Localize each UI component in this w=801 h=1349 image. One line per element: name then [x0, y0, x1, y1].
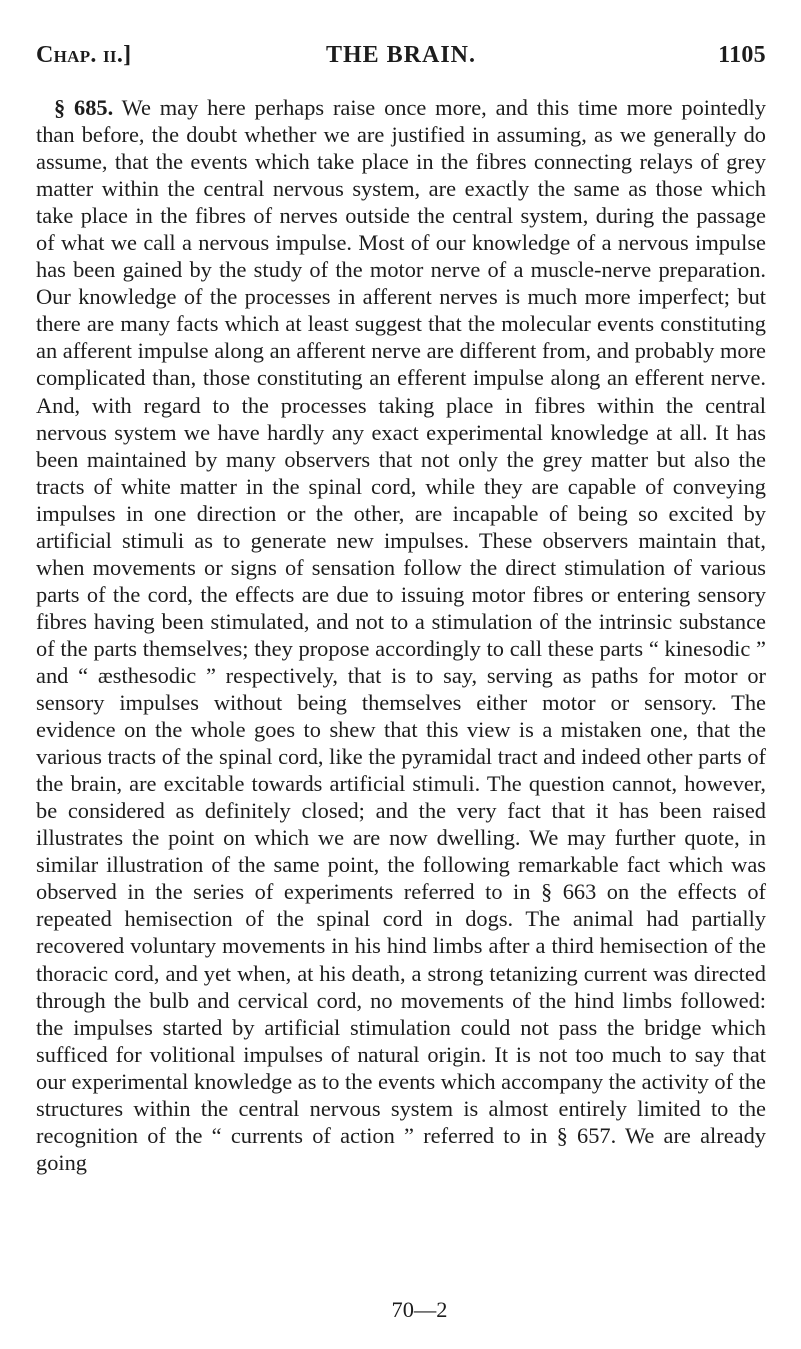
page-number: 1105	[718, 42, 766, 68]
running-title: THE BRAIN.	[325, 42, 477, 68]
section-text: We may here perhaps raise once more, and this time more pointedly than before, the doubt whether we are justified in assuming, as we generally do assume, that the events which take place in the fibres connecting relays of grey matter within the central nervous system, are exactly the same as those which take place in the fibres of nerves outside the central system, during the passage of what we call a nervous impulse. Most of our knowledge of a nervous impulse has been gained by the study of the motor nerve of a muscle-nerve preparation. Our knowledge of the processes in afferent nerves is much more imperfect; but there are many facts which at least suggest that the molecular events constituting an afferent impulse along an afferent nerve are different from, and probably more complicated than, those constituting an efferent impulse along an efferent nerve. And, with regard to the processes taking place in fibres within the central nervous system we have hardly any exact experimental knowledge at all. It has been maintained by many observers that not only the grey matter but also the tracts of white matter in the spinal cord, while they are capable of conveying impulses in one direction or the other, are incapable of being so excited by artificial stimuli as to generate new impulses. These observers maintain that, when movements or signs of sensation follow the direct stimulation of various parts of the cord, the effects are due to issuing motor fibres or entering sensory fibres having been stimulated, and not to a stimulation of the intrinsic substance of the parts themselves; they propose accordingly to call these parts “ kinesodic ” and “ æsthesodic ” respectively, that is to say, serving as paths for motor or sensory impulses without being themselves either motor or sensory. The evidence on the whole goes to shew that this view is a mistaken one, that the various tracts of the spinal cord, like the pyramidal tract and indeed other parts of the brain, are excitable towards artificial stimuli. The question cannot, however, be considered as definitely closed; and the very fact that it has been raised illustrates the point on which we are now dwelling. We may further quote, in similar illustration of the same point, the following remarkable fact which was observed in the series of experiments referred to in § 663 on the effects of repeated hemisection of the spinal cord in dogs. The animal had partially recovered voluntary movements in his hind limbs after a third hemisection of the thoracic cord, and yet when, at his death, a strong tetanizing current was directed through the bulb and cervical cord, no movements of the hind limbs followed: the impulses started by artificial stimulation could not pass the bridge which sufficed for volitional impulses of natural origin. It is not too much to say that our experimental knowledge as to the events which accompany the activity of the structures within the central nervous system is almost entirely limited to the recognition of the “ currents of action ” referred to in § 657. We are already going	[36, 95, 766, 1175]
section-paragraph	[36, 94, 766, 1176]
signature-mark: 70—2	[391, 1297, 448, 1322]
running-header	[36, 42, 766, 78]
section-number: § 685.	[54, 95, 114, 120]
chapter-label: Chap. ii.]	[36, 42, 132, 68]
